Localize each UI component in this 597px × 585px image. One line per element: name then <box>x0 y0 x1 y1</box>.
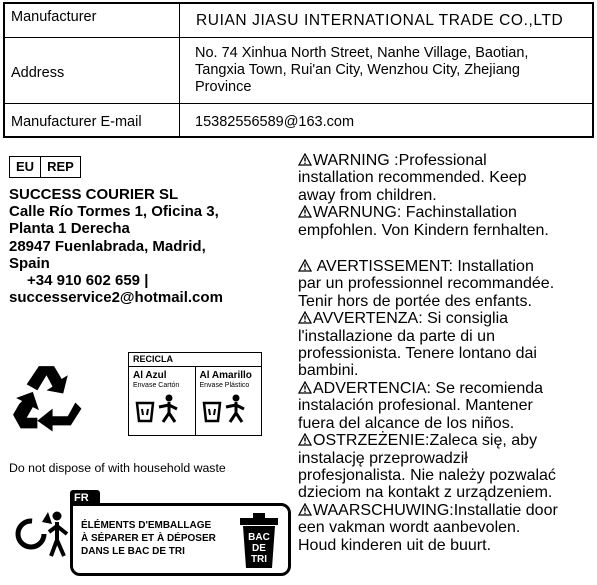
warning-line: Professional <box>398 152 487 169</box>
rep-line: Spain <box>9 254 50 272</box>
sorting-instruction-box <box>70 503 291 576</box>
recicla-yellow-title: Al Amarillo <box>199 370 252 381</box>
bin-disposal-icon <box>133 393 189 423</box>
warning-line: away from children. <box>298 186 437 204</box>
warning-label: WARNUNG: <box>313 204 406 222</box>
warning-line: bambini. <box>298 362 359 380</box>
recicla-label <box>128 352 262 436</box>
warning-triangle-icon <box>298 503 312 516</box>
rep-line: Planta 1 Derecha <box>9 220 130 238</box>
fr-badge: FR <box>70 490 100 506</box>
warning-line: instalację przeprowadził <box>298 449 468 467</box>
warning-triangle-icon <box>298 153 312 166</box>
warning-line: Se recomienda <box>435 379 544 397</box>
warning-label: ADVERTENCIA: <box>313 379 436 397</box>
warning-line: Houd kinderen uit de buurt. <box>298 536 492 554</box>
sorting-line: DANS LE BAC DE TRI <box>81 546 185 557</box>
address-line: Province <box>195 79 252 95</box>
dispose-notice: Do not dispose of with household waste <box>9 461 226 475</box>
eu-rep-rep: REP <box>40 157 80 177</box>
warning-triangle-icon <box>298 259 312 272</box>
rep-line: SUCCESS COURIER SL <box>9 186 179 203</box>
recicla-blue <box>129 367 195 435</box>
warning-triangle-icon <box>298 311 312 324</box>
eu-rep-badge <box>9 156 81 178</box>
warning-triangle-icon <box>298 381 312 394</box>
bin-label: TRI <box>250 554 268 565</box>
recicla-yellow <box>195 367 262 435</box>
warning-triangle-icon <box>298 433 312 446</box>
warning-line: empfohlen. Von Kindern fernhalten. <box>298 221 549 239</box>
recycle-icon <box>10 360 86 436</box>
manufacturer-info-table <box>3 2 594 138</box>
manufacturer-label: Manufacturer <box>5 4 180 37</box>
warning-line: dzieciom na kontakt z urządzeniem. <box>298 484 553 502</box>
warning-line: profesjonalista. Nie należy pozwalać <box>298 466 556 484</box>
sorting-line: ÉLÉMENTS D'EMBALLAGE <box>81 520 212 531</box>
rep-line: Calle Río Tormes 1, Oficina 3, <box>9 203 219 221</box>
sorting-bin-icon <box>237 512 281 570</box>
recicla-blue-title: Al Azul <box>133 370 167 381</box>
rep-phone: +34 910 602 659 | <box>27 272 149 290</box>
warning-fr <box>298 258 594 310</box>
sorting-instruction-text <box>81 519 216 558</box>
rep-line: 28947 Fuenlabrada, Madrid, <box>9 237 206 255</box>
email-value: 15382556589@163.com <box>195 114 355 130</box>
triman-icon <box>9 500 71 562</box>
address-value <box>180 38 592 103</box>
sorting-line: À SÉPARER ET À DÉPOSER <box>81 533 216 544</box>
recicla-blue-sub: Envase Cartón <box>133 382 180 389</box>
warning-label: AVERTISSEMENT: <box>313 258 458 276</box>
warning-line: instalación profesional. Mantener <box>298 397 533 415</box>
warning-de <box>298 204 594 239</box>
address-line: Tangxia Town, Rui'an City, Wenzhou City, Zhejiang <box>195 62 520 78</box>
recicla-yellow-sub: Envase Plástico <box>199 382 250 389</box>
warning-line: par un professionnel recommandée. <box>298 275 555 293</box>
warning-line: een vakman wordt aanbevolen. <box>298 519 521 537</box>
warning-es <box>298 380 594 432</box>
warning-pl <box>298 432 594 502</box>
warning-line: Si consiglia <box>427 310 509 328</box>
address-line: No. 74 Xinhua North Street, Nanhe Village, Baotian, <box>195 45 529 61</box>
warning-line: Installation <box>457 258 534 276</box>
warning-line: installation recommended. Keep <box>298 169 527 187</box>
warning-line: Zaleca się, aby <box>429 432 538 450</box>
email-label: Manufacturer E-mail <box>5 104 180 136</box>
manufacturer-value: RUIAN JIASU INTERNATIONAL TRADE CO.,LTD <box>196 12 564 29</box>
warning-label: WARNING : <box>313 152 399 169</box>
warning-line: Installatie door <box>453 501 558 519</box>
email-row <box>5 104 592 136</box>
address-row <box>5 38 592 104</box>
recicla-header: RECICLA <box>129 353 261 367</box>
warning-label: AVVERTENZA: <box>313 310 428 328</box>
warnings-block <box>298 152 594 554</box>
address-label: Address <box>5 38 180 103</box>
warning-line: l'installazione da parte di un <box>298 327 495 345</box>
bin-label: BAC <box>248 532 270 543</box>
eu-representative-address <box>9 186 294 306</box>
warning-triangle-icon <box>298 205 312 218</box>
warning-nl <box>298 502 594 554</box>
warning-line: Tenir hors de portée des enfants. <box>298 292 532 310</box>
bin-disposal-icon <box>200 393 256 423</box>
eu-rep-eu: EU <box>16 159 35 174</box>
warning-label: OSTRZEŻENIE: <box>313 432 430 450</box>
warning-line: professionista. Tenere lontano dai <box>298 345 537 363</box>
warning-line: fuera del alcance de los niños. <box>298 414 515 432</box>
warning-line: Fachinstallation <box>405 204 517 222</box>
bin-label: DE <box>252 543 266 554</box>
warning-en <box>298 152 594 204</box>
manufacturer-row <box>5 4 592 38</box>
warning-it <box>298 310 594 380</box>
rep-email: successervice2@hotmail.com <box>9 289 223 307</box>
warning-label: WAARSCHUWING: <box>313 501 454 519</box>
